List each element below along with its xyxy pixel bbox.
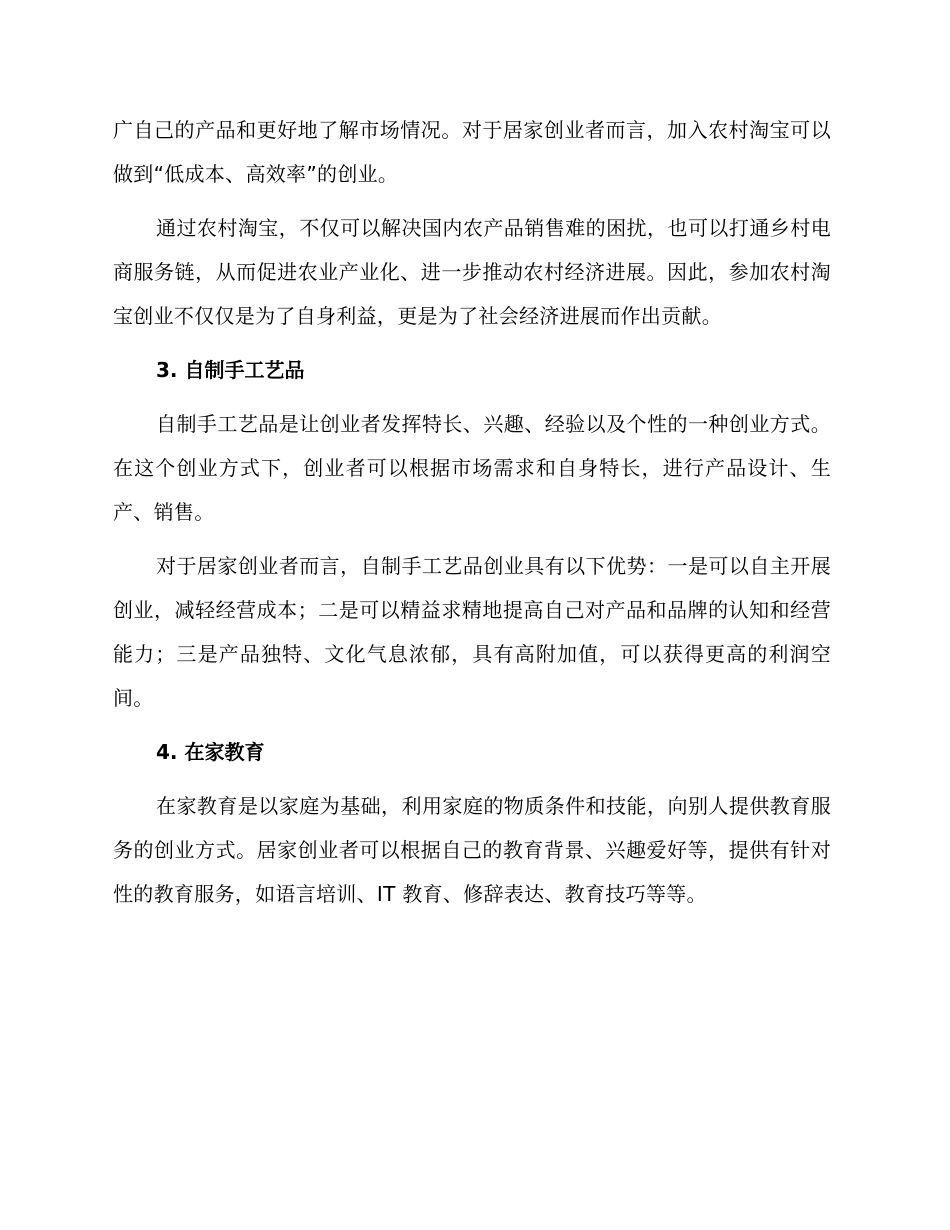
section-heading-home-education: 4. 在家教育	[156, 740, 265, 764]
paragraph-rural-taobao: 通过农村淘宝，不仅可以解决国内农产品销售难的困扰，也可以打通乡村电商服务链，从而促进农业产业化、进一步推动农村经济进展。因此，参加农村淘宝创业不仅仅是为了自身利益，更是为了社会经济进展而作出贡献。	[113, 216, 831, 328]
paragraph-handicrafts-advantages: 对于居家创业者而言，自制手工艺品创业具有以下优势：一是可以自主开展创业，减轻经营成本；二是可以精益求精地提高自己对产品和品牌的认知和经营能力；三是产品独特、文化气息浓郁，具有高附加值，可以获得更高的利润空间。	[113, 554, 831, 710]
section-heading-handicrafts: 3. 自制手工艺品	[156, 358, 305, 382]
paragraph-handicrafts-intro: 自制手工艺品是让创业者发挥特长、兴趣、经验以及个性的一种创业方式。在这个创业方式下，创业者可以根据市场需求和自身特长，进行产品设计、生产、销售。	[113, 412, 831, 524]
document-body	[113, 108, 831, 916]
paragraph-home-education: 在家教育是以家庭为基础，利用家庭的物质条件和技能，向别人提供教育服务的创业方式。居家创业者可以根据自己的教育背景、兴趣爱好等，提供有针对性的教育服务，如语言培训、IT 教育、修辞表达、教育技巧等等。	[113, 794, 831, 906]
paragraph-continued: 广自己的产品和更好地了解市场情况。对于居家创业者而言，加入农村淘宝可以做到“低成本、高效率”的创业。	[113, 118, 831, 186]
